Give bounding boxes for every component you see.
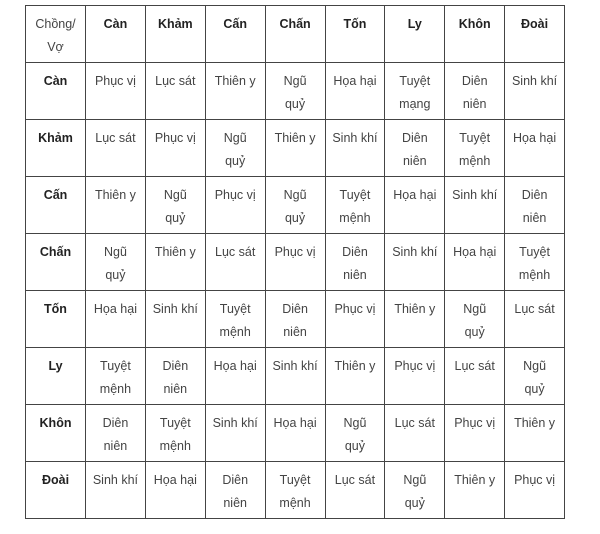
table-cell: [445, 234, 505, 291]
cell-text-line: Lục sát: [334, 473, 376, 487]
cell-text-line: Lục sát: [454, 359, 495, 373]
table-cell: [145, 120, 205, 177]
table-cell: [505, 120, 565, 177]
table-cell: [505, 291, 565, 348]
cell-text-line: Thiên y: [214, 74, 256, 88]
table-cell: [86, 348, 146, 405]
corner-header-cell: [26, 6, 86, 63]
table-cell: [385, 120, 445, 177]
cell-text-line: Thiên y: [274, 131, 316, 145]
table-cell: [265, 234, 325, 291]
row-header-cell: Cấn: [26, 177, 86, 234]
table-cell: [205, 291, 265, 348]
cell-text-line: Sinh khí: [511, 74, 558, 88]
cell-text-line: Thiên y: [334, 359, 376, 373]
table-cell: [205, 462, 265, 519]
table-cell: [325, 120, 385, 177]
cell-text-line: Diên: [102, 416, 129, 430]
column-header-kham: Khảm: [145, 6, 205, 63]
cell-text-line: Tuyệt: [519, 245, 550, 259]
cell-text-line: quỷ: [344, 439, 366, 453]
cell-text-line: Tuyệt: [399, 74, 431, 88]
table-cell: [145, 234, 205, 291]
row-header-cell: Tốn: [26, 291, 86, 348]
cell-text-line: niên: [283, 325, 307, 339]
cell-text-line: Thiên y: [394, 302, 436, 316]
cell-text-line: quỷ: [404, 496, 425, 510]
cell-text-line: Họa hại: [273, 416, 317, 430]
cell-text-line: niên: [163, 382, 188, 396]
row-header-cell: Càn: [26, 63, 86, 120]
cell-text-line: Ngũ: [403, 473, 427, 487]
table-cell: [145, 462, 205, 519]
table-cell: [325, 177, 385, 234]
cell-text-line: mệnh: [99, 382, 132, 396]
table-cell: [145, 291, 205, 348]
table-row: [26, 63, 565, 120]
table-row: [26, 291, 565, 348]
cell-text-line: Phục vị: [274, 245, 316, 259]
column-header-can: Càn: [86, 6, 146, 63]
table-cell: [86, 405, 146, 462]
table-cell: [385, 234, 445, 291]
cell-text-line: quỷ: [284, 97, 306, 111]
cell-text-line: Tuyệt: [279, 473, 311, 487]
cell-text-line: Ngũ: [283, 188, 307, 202]
table-cell: [145, 405, 205, 462]
table-cell: [205, 348, 265, 405]
table-cell: [205, 405, 265, 462]
cell-text-line: Thiên y: [454, 473, 496, 487]
cell-text-line: Phục vị: [394, 359, 436, 373]
table-cell: [505, 63, 565, 120]
cell-text-line: Phục vị: [334, 302, 376, 316]
table-cell: [505, 234, 565, 291]
table-cell: [86, 63, 146, 120]
cell-text-line: Thiên y: [154, 245, 196, 259]
table-cell: [86, 462, 146, 519]
cell-text-line: Thiên y: [94, 188, 136, 202]
table-cell: [445, 291, 505, 348]
corner-label-wife: Vợ: [47, 40, 64, 54]
table-cell: [385, 462, 445, 519]
table-cell: [445, 177, 505, 234]
cell-text-line: quỷ: [165, 211, 186, 225]
table-row: [26, 405, 565, 462]
table-cell: [86, 291, 146, 348]
cell-text-line: Diên: [401, 131, 428, 145]
table-cell: [445, 462, 505, 519]
cell-text-line: Tuyệt: [339, 188, 371, 202]
table-cell: [445, 405, 505, 462]
table-row: [26, 120, 565, 177]
cell-text-line: Họa hại: [333, 74, 377, 88]
cell-text-line: Sinh khí: [332, 131, 378, 145]
table-cell: [505, 405, 565, 462]
cell-text-line: mệnh: [459, 154, 491, 168]
cell-text-line: Lục sát: [514, 302, 555, 316]
cell-text-line: Thiên y: [514, 416, 556, 430]
cell-text-line: Sinh khí: [92, 473, 139, 487]
row-header-cell: Chấn: [26, 234, 86, 291]
table-cell: [325, 234, 385, 291]
cell-text-line: mệnh: [518, 268, 551, 282]
cell-text-line: mệnh: [279, 496, 311, 510]
cell-text-line: Diên: [222, 473, 249, 487]
cell-text-line: Ngũ: [223, 131, 247, 145]
table-cell: [385, 348, 445, 405]
cell-text-line: Lục sát: [215, 245, 256, 259]
table-cell: [385, 405, 445, 462]
table-cell: [505, 177, 565, 234]
cell-text-line: Lục sát: [155, 74, 196, 88]
table-cell: [385, 63, 445, 120]
table-cell: [265, 120, 325, 177]
table-row: [26, 234, 565, 291]
row-header-cell: Đoài: [26, 462, 86, 519]
table-cell: [205, 120, 265, 177]
cell-text-line: quỷ: [524, 382, 545, 396]
table-cell: [265, 462, 325, 519]
table-cell: [86, 120, 146, 177]
row-header-cell: Ly: [26, 348, 86, 405]
cell-text-line: Diên: [162, 359, 189, 373]
cell-text-line: Sinh khí: [452, 188, 498, 202]
column-header-chan: Chấn: [265, 6, 325, 63]
table-cell: [145, 177, 205, 234]
cell-text-line: Ngũ: [343, 416, 367, 430]
cell-text-line: mệnh: [219, 325, 251, 339]
cell-text-line: Họa hại: [393, 188, 437, 202]
cell-text-line: Sinh khí: [212, 416, 258, 430]
column-header-khon: Khôn: [445, 6, 505, 63]
cell-text-line: Phục vị: [514, 473, 556, 487]
table-cell: [505, 348, 565, 405]
row-header-cell: Khôn: [26, 405, 86, 462]
table-cell: [505, 462, 565, 519]
table-cell: [385, 177, 445, 234]
cell-text-line: Diên: [342, 245, 368, 259]
cell-text-line: Họa hại: [93, 302, 137, 316]
table-cell: [145, 63, 205, 120]
table-cell: [385, 291, 445, 348]
cell-text-line: Phục vị: [154, 131, 196, 145]
column-header-ly: Ly: [385, 6, 445, 63]
row-header-cell: Khảm: [26, 120, 86, 177]
cell-text-line: Phục vị: [454, 416, 496, 430]
table-cell: [86, 177, 146, 234]
cell-text-line: quỷ: [225, 154, 246, 168]
cell-text-line: Phục vị: [214, 188, 256, 202]
header-row: [26, 6, 565, 63]
corner-label-husband: Chồng/: [35, 17, 76, 31]
cell-text-line: Ngũ: [283, 74, 307, 88]
cell-text-line: Tuyệt: [100, 359, 131, 373]
cell-text-line: Ngũ: [163, 188, 187, 202]
cell-text-line: Tuyệt: [219, 302, 251, 316]
compatibility-table: [25, 5, 565, 519]
cell-text-line: Ngũ: [523, 359, 547, 373]
compatibility-table-container: [25, 5, 565, 519]
column-header-doai: Đoài: [505, 6, 565, 63]
cell-text-line: Diên: [461, 74, 488, 88]
table-cell: [265, 63, 325, 120]
table-cell: [325, 63, 385, 120]
table-cell: [325, 348, 385, 405]
cell-text-line: Sinh khí: [152, 302, 198, 316]
cell-text-line: Họa hại: [153, 473, 197, 487]
cell-text-line: Họa hại: [453, 245, 497, 259]
cell-text-line: niên: [462, 97, 487, 111]
cell-text-line: niên: [343, 268, 367, 282]
cell-text-line: Phục vị: [94, 74, 136, 88]
table-row: [26, 177, 565, 234]
cell-text-line: quỷ: [284, 211, 306, 225]
table-cell: [445, 63, 505, 120]
table-cell: [205, 234, 265, 291]
table-cell: [86, 234, 146, 291]
column-header-can-2: Cấn: [205, 6, 265, 63]
cell-text-line: mạng: [399, 97, 431, 111]
cell-text-line: Sinh khí: [272, 359, 318, 373]
cell-text-line: Họa hại: [513, 131, 557, 145]
cell-text-line: mệnh: [159, 439, 191, 453]
table-cell: [205, 177, 265, 234]
cell-text-line: quỷ: [464, 325, 485, 339]
table-cell: [145, 348, 205, 405]
table-cell: [265, 348, 325, 405]
table-cell: [265, 405, 325, 462]
table-row: [26, 462, 565, 519]
table-row: [26, 348, 565, 405]
table-cell: [445, 348, 505, 405]
column-header-ton: Tốn: [325, 6, 385, 63]
table-cell: [265, 291, 325, 348]
cell-text-line: Tuyệt: [159, 416, 191, 430]
cell-text-line: Diên: [282, 302, 308, 316]
table-cell: [205, 63, 265, 120]
cell-text-line: niên: [522, 211, 547, 225]
table-cell: [265, 177, 325, 234]
table-cell: [325, 405, 385, 462]
cell-text-line: Ngũ: [463, 302, 487, 316]
cell-text-line: Lục sát: [95, 131, 136, 145]
cell-text-line: niên: [402, 154, 427, 168]
cell-text-line: niên: [103, 439, 128, 453]
cell-text-line: Tuyệt: [459, 131, 491, 145]
cell-text-line: Diên: [521, 188, 548, 202]
cell-text-line: Lục sát: [394, 416, 435, 430]
cell-text-line: Sinh khí: [392, 245, 438, 259]
table-cell: [445, 120, 505, 177]
cell-text-line: niên: [223, 496, 247, 510]
table-cell: [325, 462, 385, 519]
cell-text-line: Họa hại: [213, 359, 257, 373]
cell-text-line: Ngũ: [103, 245, 127, 259]
cell-text-line: quỷ: [105, 268, 126, 282]
cell-text-line: mệnh: [339, 211, 371, 225]
table-cell: [325, 291, 385, 348]
